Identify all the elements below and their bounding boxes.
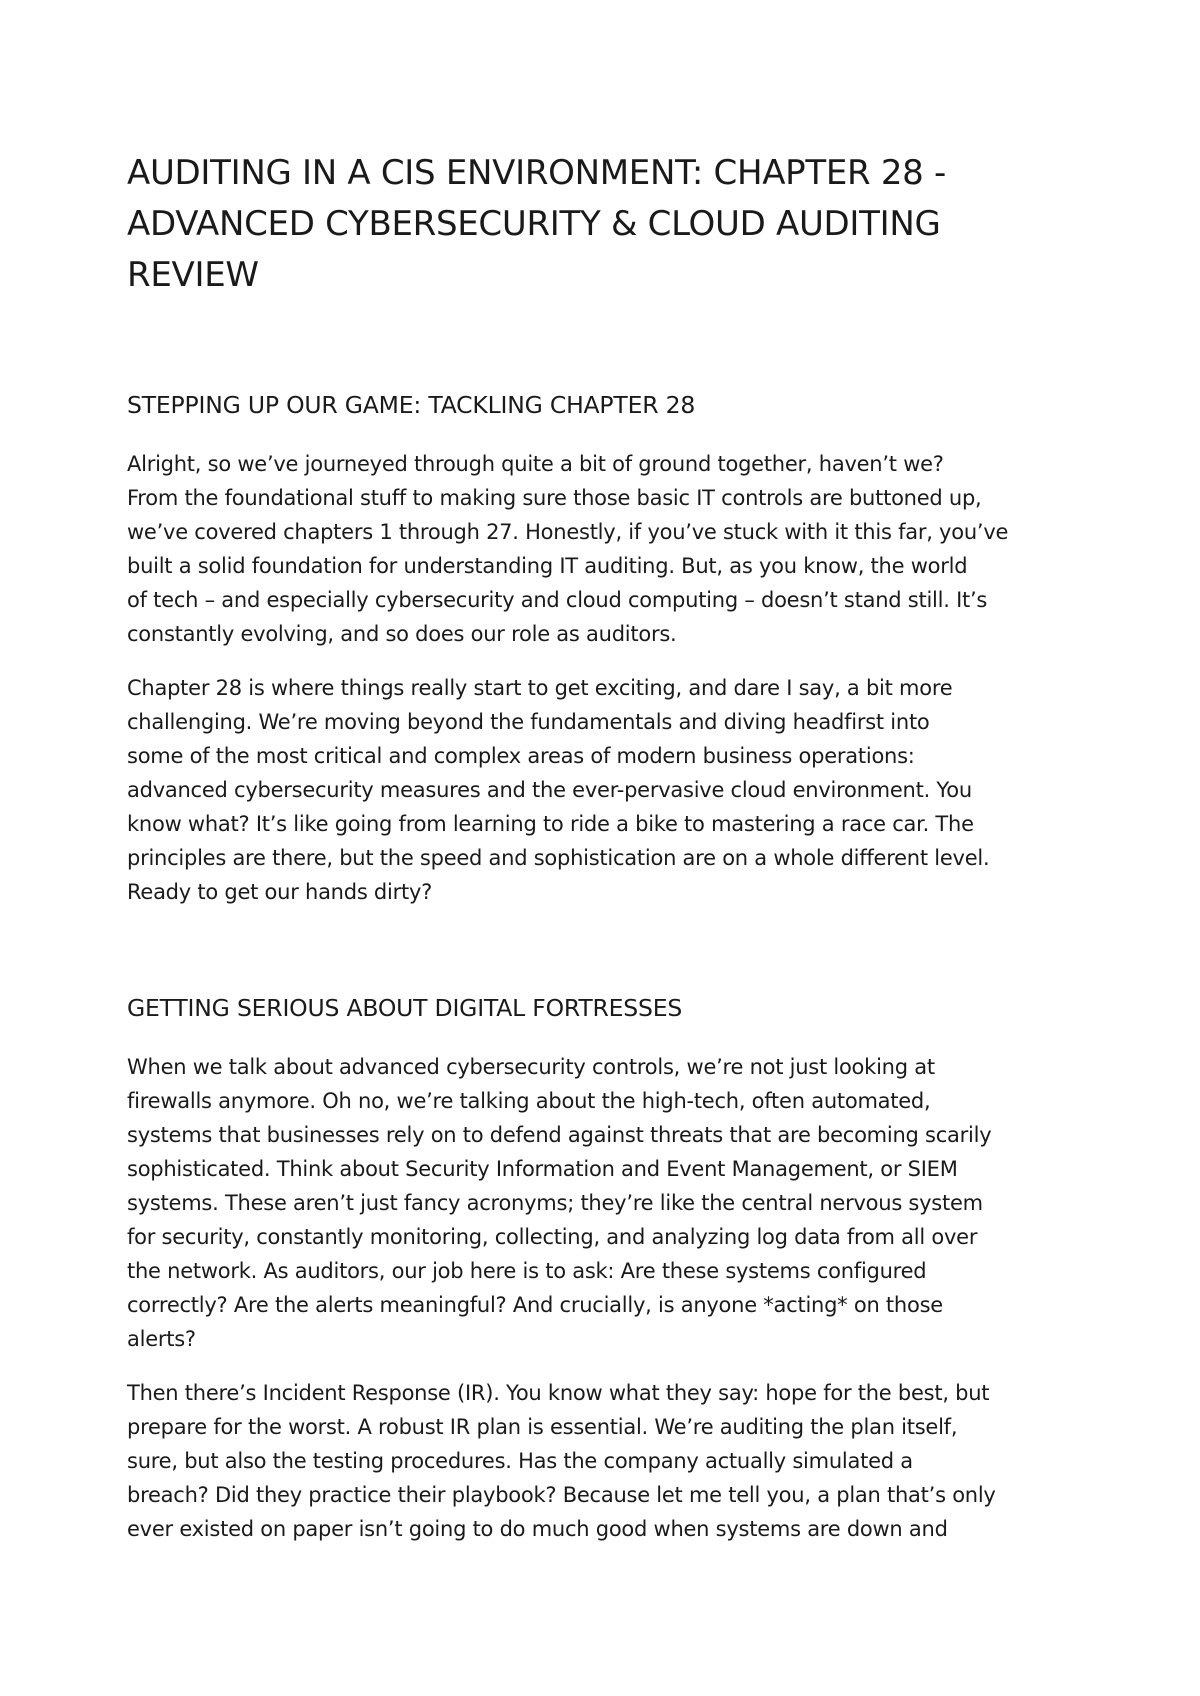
text-line: of tech – and especially cybersecurity and cloud computing – doesn’t stand still. It’s bbox=[127, 588, 988, 612]
section-heading-stepping-up: STEPPING UP OUR GAME: TACKLING CHAPTER 28 bbox=[127, 391, 696, 419]
text-line: alerts? bbox=[127, 1327, 196, 1351]
text-line: breach? Did they practice their playbook? Because let me tell you, a plan that’s only bbox=[127, 1483, 996, 1507]
text-line: sure, but also the testing procedures. Has the company actually simulated a bbox=[127, 1449, 913, 1473]
text-line: firewalls anymore. Oh no, we’re talking about the high-tech, often automated, bbox=[127, 1089, 931, 1113]
text-line: From the foundational stuff to making sure those basic IT controls are buttoned up, bbox=[127, 486, 982, 510]
text-line: Ready to get our hands dirty? bbox=[127, 880, 433, 904]
text-line: Alright, so we’ve journeyed through quite a bit of ground together, haven’t we? bbox=[127, 452, 944, 476]
text-line: principles are there, but the speed and sophistication are on a whole different level. bbox=[127, 846, 990, 870]
paragraph-chapter-28 bbox=[127, 671, 1087, 909]
text-line: systems. These aren’t just fancy acronyms; they’re like the central nervous system bbox=[127, 1191, 983, 1215]
text-line: some of the most critical and complex areas of modern business operations: bbox=[127, 744, 915, 768]
title-line: ADVANCED CYBERSECURITY & CLOUD AUDITING bbox=[127, 204, 941, 244]
text-line: prepare for the worst. A robust IR plan is essential. We’re auditing the plan itself, bbox=[127, 1415, 958, 1439]
paragraph-intro bbox=[127, 447, 1087, 651]
text-line: challenging. We’re moving beyond the fundamentals and diving headfirst into bbox=[127, 710, 930, 734]
section-heading-digital-fortresses: GETTING SERIOUS ABOUT DIGITAL FORTRESSES bbox=[127, 994, 683, 1022]
text-line: the network. As auditors, our job here is to ask: Are these systems configured bbox=[127, 1259, 927, 1283]
paragraph-incident-response bbox=[127, 1376, 1087, 1546]
paragraph-siem bbox=[127, 1050, 1087, 1356]
text-line: systems that businesses rely on to defend against threats that are becoming scarily bbox=[127, 1123, 992, 1147]
text-line: Chapter 28 is where things really start to get exciting, and dare I say, a bit more bbox=[127, 676, 953, 700]
text-line: ever existed on paper isn’t going to do much good when systems are down and bbox=[127, 1517, 948, 1541]
title-line: REVIEW bbox=[127, 255, 259, 295]
title-line: AUDITING IN A CIS ENVIRONMENT: CHAPTER 28 - bbox=[127, 153, 946, 193]
text-line: Then there’s Incident Response (IR). You know what they say: hope for the best, but bbox=[127, 1381, 990, 1405]
text-line: we’ve covered chapters 1 through 27. Honestly, if you’ve stuck with it this far, you’ve bbox=[127, 520, 1009, 544]
text-line: When we talk about advanced cybersecurity controls, we’re not just looking at bbox=[127, 1055, 935, 1079]
text-line: constantly evolving, and so does our role as auditors. bbox=[127, 622, 677, 646]
text-line: built a solid foundation for understanding IT auditing. But, as you know, the world bbox=[127, 554, 968, 578]
document-title bbox=[127, 148, 1087, 301]
text-line: sophisticated. Think about Security Information and Event Management, or SIEM bbox=[127, 1157, 958, 1181]
text-line: for security, constantly monitoring, collecting, and analyzing log data from all over bbox=[127, 1225, 978, 1249]
text-line: know what? It’s like going from learning to ride a bike to mastering a race car. The bbox=[127, 812, 974, 836]
text-line: advanced cybersecurity measures and the ever-pervasive cloud environment. You bbox=[127, 778, 972, 802]
document-content bbox=[127, 148, 1087, 1546]
text-line: correctly? Are the alerts meaningful? And crucially, is anyone *acting* on those bbox=[127, 1293, 943, 1317]
